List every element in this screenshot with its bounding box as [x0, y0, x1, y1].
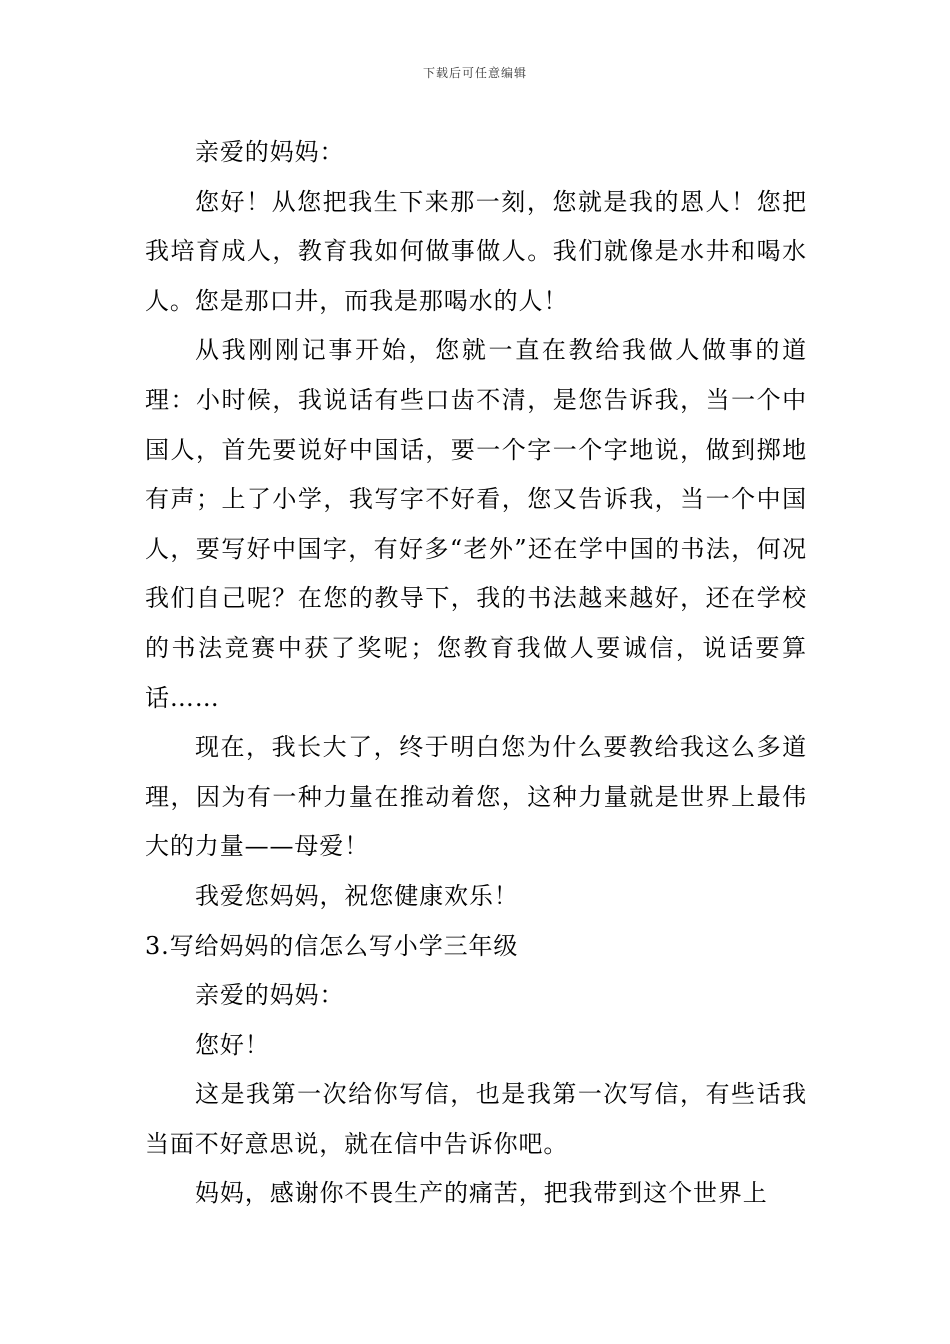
body-paragraph: 从我刚刚记事开始，您就一直在教给我做人做事的道理：小时候，我说话有些口齿不清，是您告诉我，当一个中国人，首先要说好中国话，要一个字一个字地说，做到掷地有声；上了小学，我写字不好看，您又告诉我，当一个中国人，要写好中国字，有好多“老外”还在学中国的书法，何况我们自己呢？在您的教导下，我的书法越来越好，还在学校的书法竞赛中获了奖呢；您教育我做人要诚信，说话要算话……: [145, 336, 807, 712]
salutation: 亲爱的妈妈：: [195, 138, 345, 166]
header-note: 下载后可任意编辑: [422, 66, 527, 80]
section-heading: 3.写给妈妈的信怎么写小学三年级: [145, 931, 519, 960]
salutation: 亲爱的妈妈：: [195, 981, 345, 1010]
body-paragraph: 妈妈，感谢你不畏生产的痛苦，把我带到这个世界上: [195, 1179, 768, 1208]
document-body: [145, 128, 807, 1219]
body-paragraph: 这是我第一次给你写信，也是我第一次写信，有些话我当面不好意思说，就在信中告诉你吧。: [145, 1080, 807, 1158]
closing-line: 我爱您妈妈，祝您健康欢乐！: [195, 881, 519, 910]
body-paragraph: 您好！从您把我生下来那一刻，您就是我的恩人！您把我培育成人，教育我如何做事做人。我们就像是水井和喝水人。您是那口井，而我是那喝水的人！: [145, 187, 807, 315]
greeting: 您好！: [195, 1030, 270, 1059]
body-paragraph: 现在，我长大了，终于明白您为什么要教给我这么多道理，因为有一种力量在推动着您，这种力量就是世界上最伟大的力量——母爱！: [145, 733, 807, 861]
